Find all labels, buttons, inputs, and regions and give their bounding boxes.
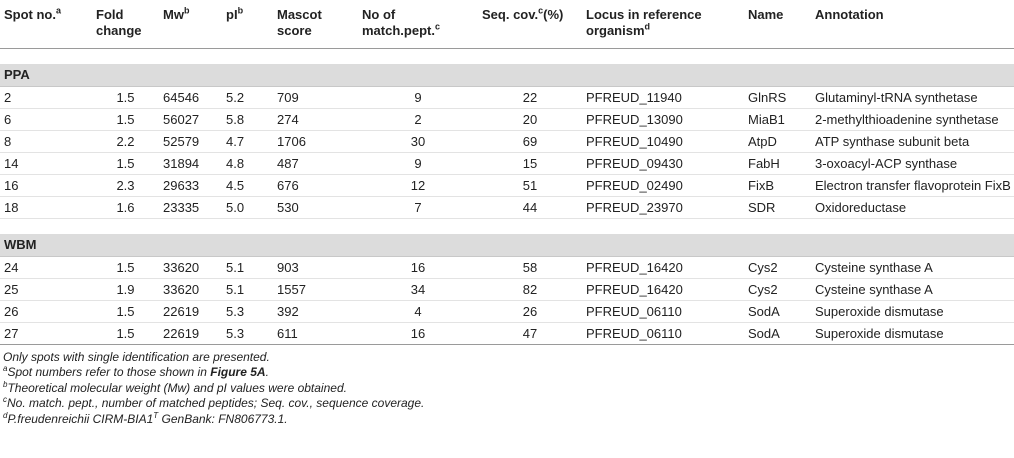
cell-locus: PFREUD_16420 [582,278,744,300]
cell-matched-peptides: 7 [358,196,478,218]
cell-matched-peptides: 9 [358,86,478,108]
table-body [0,48,1014,344]
group-label: WBM [0,234,1014,256]
group-header-row [0,64,1014,86]
cell-matched-peptides: 4 [358,300,478,322]
figure-link[interactable]: Figure 5A [210,365,266,379]
table-header [0,0,1014,48]
cell-pi: 5.0 [222,196,273,218]
cell-spot: 24 [0,256,92,278]
cell-locus: PFREUD_23970 [582,196,744,218]
cell-mw: 33620 [159,278,222,300]
cell-spot: 27 [0,322,92,344]
cell-mascot-score: 676 [273,174,358,196]
header-pi: $pI^b$ [226,5,244,22]
cell-annotation: Oxidoreductase [811,196,1014,218]
cell-name: SodA [744,322,811,344]
cell-locus: PFREUD_06110 [582,322,744,344]
cell-seq-coverage: 44 [478,196,582,218]
group-label: PPA [0,64,1014,86]
cell-fold-change: 1.5 [92,300,159,322]
cell-seq-coverage: 51 [478,174,582,196]
table-row [0,174,1014,196]
cell-annotation: 3-oxoacyl-ACP synthase [811,152,1014,174]
cell-mascot-score: 709 [273,86,358,108]
cell-mw: 22619 [159,300,222,322]
cell-pi: 4.5 [222,174,273,196]
cell-name: FabH [744,152,811,174]
cell-annotation: Superoxide dismutase [811,300,1014,322]
cell-pi: 5.1 [222,278,273,300]
cell-spot: 6 [0,108,92,130]
footnote-d: $^d$P.freudenreichii CIRM-$BIA1^T$ GenBank: FN806773.1. [3,410,288,426]
header-mascot-score: Mascot score [277,7,322,38]
cell-pi: 4.7 [222,130,273,152]
cell-matched-peptides: 2 [358,108,478,130]
cell-pi: 5.3 [222,322,273,344]
cell-locus: PFREUD_11940 [582,86,744,108]
cell-matched-peptides: 16 [358,256,478,278]
cell-locus: PFREUD_09430 [582,152,744,174]
cell-annotation: Glutaminyl-tRNA synthetase [811,86,1014,108]
cell-fold-change: 1.9 [92,278,159,300]
cell-mw: 22619 [159,322,222,344]
cell-mascot-score: 611 [273,322,358,344]
table-row [0,256,1014,278]
cell-mw: 29633 [159,174,222,196]
cell-matched-peptides: 34 [358,278,478,300]
cell-pi: 5.2 [222,86,273,108]
cell-annotation: Cysteine synthase A [811,256,1014,278]
cell-seq-coverage: 26 [478,300,582,322]
cell-annotation: 2-methylthioadenine synthetase [811,108,1014,130]
cell-annotation: Superoxide dismutase [811,322,1014,344]
table-row [0,196,1014,218]
cell-seq-coverage: 58 [478,256,582,278]
cell-seq-coverage: 69 [478,130,582,152]
spacer-row [0,218,1014,234]
table-row [0,152,1014,174]
cell-mascot-score: 392 [273,300,358,322]
cell-seq-coverage: 82 [478,278,582,300]
cell-locus: PFREUD_16420 [582,256,744,278]
cell-seq-coverage: 22 [478,86,582,108]
cell-fold-change: 1.6 [92,196,159,218]
table-row [0,86,1014,108]
cell-name: AtpD [744,130,811,152]
header-annotation: Annotation [815,7,884,22]
cell-name: Cys2 [744,278,811,300]
cell-annotation: ATP synthase subunit beta [811,130,1014,152]
cell-mw: 52579 [159,130,222,152]
cell-matched-peptides: 30 [358,130,478,152]
footnote-intro: Only spots with single identification are presented. [3,349,270,364]
cell-fold-change: 1.5 [92,108,159,130]
cell-name: GlnRS [744,86,811,108]
footnote-a: $^a$Spot numbers refer to those shown in Figure 5A. [3,364,269,379]
cell-annotation: Electron transfer flavoprotein FixB [811,174,1014,196]
header-seq-coverage: Seq. cov.$^c$(%) [482,5,564,22]
cell-mascot-score: 274 [273,108,358,130]
cell-spot: 16 [0,174,92,196]
cell-mw: 31894 [159,152,222,174]
table-row [0,322,1014,344]
table-row [0,108,1014,130]
table-row [0,278,1014,300]
cell-seq-coverage: 47 [478,322,582,344]
header-fold-change: Fold change [96,7,142,38]
table-row [0,300,1014,322]
cell-spot: 8 [0,130,92,152]
cell-locus: PFREUD_10490 [582,130,744,152]
header-name: Name [748,7,784,22]
cell-spot: 26 [0,300,92,322]
cell-spot: 18 [0,196,92,218]
cell-name: Cys2 [744,256,811,278]
cell-pi: 5.8 [222,108,273,130]
footnote-c: $^c$No. match. pept., number of matched peptides; Seq. cov., sequence coverage. [3,395,425,410]
cell-spot: 14 [0,152,92,174]
cell-mascot-score: 903 [273,256,358,278]
cell-mascot-score: 530 [273,196,358,218]
cell-matched-peptides: 9 [358,152,478,174]
table-row [0,130,1014,152]
cell-spot: 25 [0,278,92,300]
cell-name: FixB [744,174,811,196]
cell-mascot-score: 487 [273,152,358,174]
cell-seq-coverage: 20 [478,108,582,130]
cell-mascot-score: 1557 [273,278,358,300]
group-header-row [0,234,1014,256]
cell-matched-peptides: 16 [358,322,478,344]
cell-name: MiaB1 [744,108,811,130]
cell-mw: 23335 [159,196,222,218]
cell-annotation: Cysteine synthase A [811,278,1014,300]
spacer-cell [0,218,1014,234]
cell-pi: 5.3 [222,300,273,322]
cell-mw: 33620 [159,256,222,278]
cell-locus: PFREUD_06110 [582,300,744,322]
cell-fold-change: 2.3 [92,174,159,196]
footnote-b: $^b$Theoretical molecular weight (Mw) and pI values were obtained. [3,379,347,395]
cell-pi: 5.1 [222,256,273,278]
header-locus: Locus in reference organism$^d$ [586,7,702,38]
header-matched-peptides: No of match.pept.$^c$ [362,7,440,38]
cell-pi: 4.8 [222,152,273,174]
cell-name: SodA [744,300,811,322]
cell-name: SDR [744,196,811,218]
cell-fold-change: 2.2 [92,130,159,152]
table-footnotes [0,345,1014,428]
cell-fold-change: 1.5 [92,152,159,174]
cell-mw: 56027 [159,108,222,130]
cell-spot: 2 [0,86,92,108]
spacer-row [0,48,1014,64]
header-mw: Mw$^b$ [163,5,190,22]
cell-seq-coverage: 15 [478,152,582,174]
spacer-cell [0,48,1014,64]
cell-matched-peptides: 12 [358,174,478,196]
cell-mw: 64546 [159,86,222,108]
cell-mascot-score: 1706 [273,130,358,152]
cell-locus: PFREUD_13090 [582,108,744,130]
cell-locus: PFREUD_02490 [582,174,744,196]
cell-fold-change: 1.5 [92,86,159,108]
cell-fold-change: 1.5 [92,322,159,344]
cell-fold-change: 1.5 [92,256,159,278]
header-spot: Spot no.$^a$ [4,5,62,22]
